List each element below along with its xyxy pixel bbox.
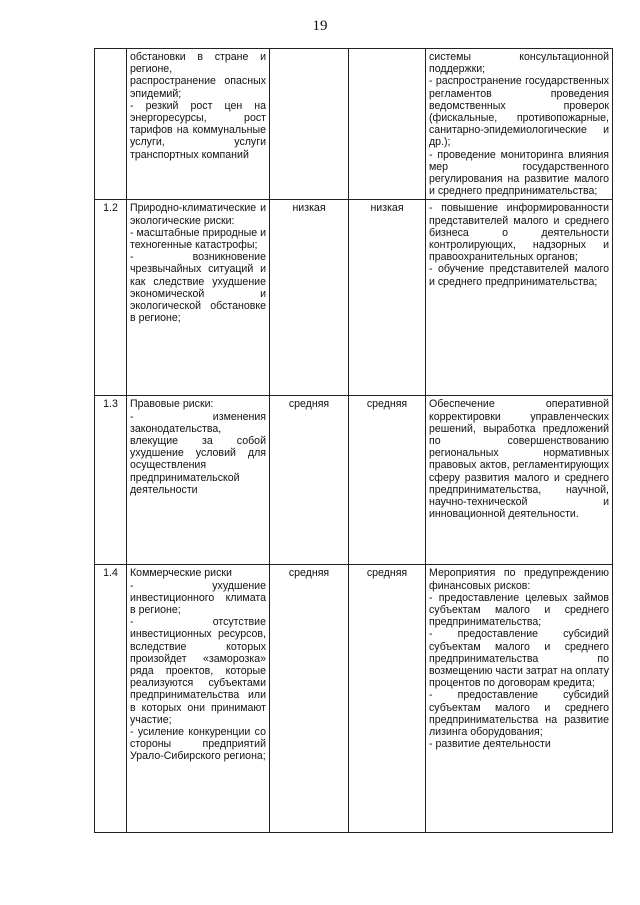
row-number: 1.3: [95, 396, 127, 565]
risk-impact: [349, 49, 426, 200]
risk-probability: низкая: [270, 200, 349, 396]
row-number: 1.4: [95, 565, 127, 833]
risk-measures: системы консультационной поддержки; - распространение государственных регламентов проведения ведомственных проверок (фискальные, противопожарные, санитарно-эпидемиологические и др.); - проведение мониторинга влияния мер государственного регулирования на развитие малого и среднего предпринимательства;: [426, 49, 613, 200]
risk-description: Природно-климатические и экологические риски: - масштабные природные и техногенные катастрофы; - возникновение чрезвычайных ситуаций и как следствие ухудшение экономической и экологической обстановке в регионе;: [127, 200, 270, 396]
risk-description: Коммерческие риски - ухудшение инвестиционного климата в регионе; - отсутствие инвестиционных ресурсов, вследствие которых произойдет «заморозка» ряда проектов, которые реализуются субъектами предпринимательства или в которых они принимают участие; - усиление конкуренции со стороны предприятий Урало-Сибирского региона;: [127, 565, 270, 833]
page-number: 19: [312, 18, 328, 34]
row-number: [95, 49, 127, 200]
row-number: 1.2: [95, 200, 127, 396]
table-row: [95, 396, 613, 565]
risk-probability: средняя: [270, 565, 349, 833]
risk-table: [94, 48, 613, 833]
risk-description: Правовые риски: - изменения законодательства, влекущие за собой ухудшение условий для осуществления предпринимательской деятельности: [127, 396, 270, 565]
risk-impact: средняя: [349, 565, 426, 833]
risk-impact: средняя: [349, 396, 426, 565]
risk-probability: [270, 49, 349, 200]
table-row: [95, 200, 613, 396]
table-row: [95, 565, 613, 833]
table-row: [95, 49, 613, 200]
risk-measures: - повышение информированности представителей малого и среднего бизнеса о деятельности контролирующих, надзорных и правоохранительных органов; - обучение представителей малого и среднего предпринимательства;: [426, 200, 613, 396]
risk-impact: низкая: [349, 200, 426, 396]
risk-description: обстановки в стране и регионе, распространение опасных эпидемий; - резкий рост цен на энергоресурсы, рост тарифов на коммунальные услуги, услуги транспортных компаний: [127, 49, 270, 200]
risk-probability: средняя: [270, 396, 349, 565]
risk-measures: Мероприятия по предупреждению финансовых рисков: - предоставление целевых займов субъектам малого и среднего предпринимательства; - предоставление субсидий субъектам малого и среднего предпринимательства по возмещению части затрат на оплату процентов по договорам кредита; - предоставление субсидий субъектам малого и среднего предпринимательства на развитие лизинга оборудования; - развитие деятельности: [426, 565, 613, 833]
risk-measures: Обеспечение оперативной корректировки управленческих решений, выработка предложений по совершенствованию региональных нормативных правовых актов, регламентирующих сферу развития малого и среднего предпринимательства, научной, научно-технической и инновационной деятельности.: [426, 396, 613, 565]
